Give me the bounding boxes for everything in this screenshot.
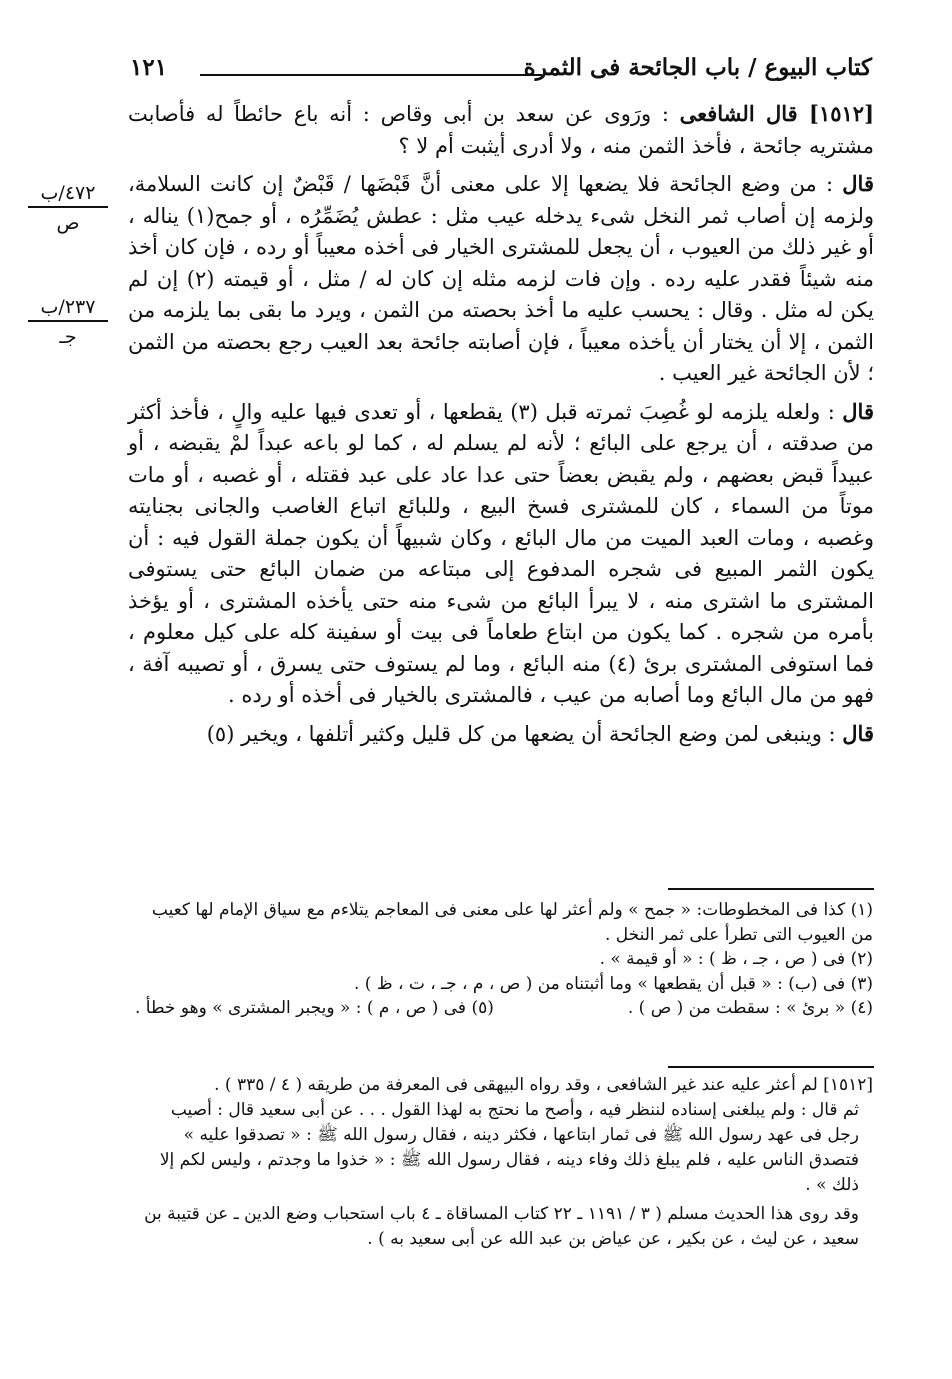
- chapter-title: كتاب البيوع / باب الجائحة فى الثمرة: [523, 54, 872, 81]
- hadith-notes: [135, 1073, 873, 1252]
- paragraph-text: : من وضع الجائحة فلا يضعها إلا على معنى أنَّ قَبْضَها / قَبْضٌ إن كانت السلامة، ولزمه إن أصاب ثمر النخل شىء يدخله عيب مثل : عطش يُضَمِّرُه ، أو جمح(١) يناله ، أو غير ذلك من العيوب ، أن يجعل للمشترى الخيار فى أخذه معيباً أو رده ، فإن كان أخذ منه شيئاً فقدر عليه رده . وإن فات لزمه مثله إن كان له / مثل ، أو قيمته (٢) إن لم يكن له مثل . وقال : يحسب عليه ما أخذ بحصته من الثمن ، ويرد ما بقى بما يلزمه من الثمن ، إلا أن يختار أن يأخذه معيباً ، فإن أصابته جائحة بعد العيب رجع بحصته من الثمن ؛ لأن الجائحة غير العيب .: [128, 172, 874, 385]
- manuscript-siglum: ص: [56, 212, 80, 234]
- paragraph: [128, 718, 874, 751]
- paragraph: [128, 168, 874, 390]
- footnote: (٥) فى ( ص ، م ) : « ويجبر المشترى » وهو خطأ .: [135, 998, 494, 1018]
- paragraph: [128, 396, 874, 712]
- paragraph-text: : وينبغى لمن وضع الجائحة أن يضعها من كل قليل وكثير أتلفها ، ويخير (٥): [206, 721, 836, 746]
- margin-note: [28, 296, 108, 348]
- footnote: (٤) « برئ » : سقطت من ( ص ) .: [627, 998, 873, 1018]
- notes-rule: [668, 1066, 874, 1068]
- footnote: (٢) فى ( ص ، جـ ، ظ ) : « أو قيمة » .: [599, 949, 873, 969]
- paragraph-text: : ورَوى عن سعد بن أبى وقاص : أنه باع حائطاً له فأصابت مشتريه جائحة ، فأخذ الثمن منه ، ولا أدرى أيثبت أم لا ؟: [128, 102, 874, 158]
- manuscript-folio-ref: ٤٧٢/ب: [28, 182, 108, 208]
- note: وقد روى هذا الحديث مسلم ( ٣ / ١١٩١ ـ ٢٢ كتاب المساقاة ـ ٤ باب استحباب وضع الدين ـ عن قتيبة بن سعيد ، عن ليث ، عن بكير ، عن عياض بن عبد الله عن أبى سعيد به ) .: [144, 1204, 859, 1249]
- paragraph-lead: قال: [842, 398, 874, 424]
- paragraph-lead: قال: [842, 171, 874, 196]
- manuscript-siglum: جـ: [59, 326, 77, 348]
- paragraph-lead: [١٥١٢] قال الشافعى: [679, 101, 874, 126]
- note: [١٥١٢] لم أعثر عليه عند غير الشافعى ، وقد رواه البيهقى فى المعرفة من طريقه ( ٤ / ٣٣٥ ) .: [214, 1075, 873, 1095]
- footnote: (٣) فى (ب) : « قبل أن يقطعها » وما أثبتناه من ( ص ، م ، جـ ، ت ، ظ ) .: [353, 973, 873, 994]
- paragraph-lead: قال: [842, 720, 874, 746]
- running-header: [130, 52, 872, 92]
- page-number: ١٢١: [130, 54, 168, 81]
- header-rule: [200, 74, 542, 76]
- paragraph: [128, 98, 874, 162]
- margin-note: [28, 182, 108, 234]
- paragraph-text: : ولعله يلزمه لو غُصِبَ ثمرته قبل (٣) يقطعها ، أو تعدى فيها عليه والٍ ، فأخذ أكثر من صدقته ، أن يرجع على البائع ؛ لأنه لم يسلم له ، كما لو باعه عبداً لمْ يقبضه ، أو عبيداً قبض بعضهم ، ولم يقبض بعضاً حتى عدا عاد على عبد فقتله ، أو غصبه ، أو مات موتاً من السماء ، كان للمشترى فسخ البيع ، وللبائع اتباع الغاصب والجانى بجنايته وغصبه ، ومات العبد الميت من مال البائع ، وكان شبيهاً أن يكون جملة القول فيه : أن يكون الثمر المبيع فى شجره المدفوع إلى مبتاعه من ضمان البائع حتى يستوفى المشترى ما اشترى منه ، لا يبرأ البائع من شىء منه حتى يأخذه المشترى ، أو يؤخذ بأمره من شجره . كما يكون من ابتاع طعاماً فى بيت أو سفينة كله على كيل معلوم ، فما استوفى المشترى برئ (٤) منه البائع ، وما لم يستوف حتى يسرق ، أو تصيبه آفة ، فهو من مال البائع وما أصابه من عيب ، فالمشترى بالخيار فى أخذه أو رده .: [128, 399, 874, 707]
- manuscript-folio-ref: ٢٣٧/ب: [28, 296, 108, 322]
- note: ثم قال : ولم يبلغنى إسناده لننظر فيه ، وأصح ما نحتج به لهذا القول . . . عن أبى سعيد قال : أصيب رجل فى عهد رسول الله ﷺ فى ثمار ابتاعها ، فكثر دينه ، فقال رسول الله ﷺ : « تصدقوا عليه » فتصدق الناس عليه ، فلم يبلغ ذلك وفاء دينه ، فقال رسول الله ﷺ : « خذوا ما وجدتم ، وليس لكم إلا ذلك » .: [159, 1100, 859, 1195]
- footnotes: [135, 898, 873, 1021]
- footnote: (١) كذا فى المخطوطات: « جمح » ولم أعثر لها على معنى فى المعاجم يتلاءم مع سياق الإمام لها كعيب من العيوب التى تطرأ على ثمر النخل .: [151, 900, 873, 945]
- footnote-rule: [668, 888, 874, 890]
- main-text: [128, 98, 874, 750]
- footnote-row: [135, 996, 873, 1021]
